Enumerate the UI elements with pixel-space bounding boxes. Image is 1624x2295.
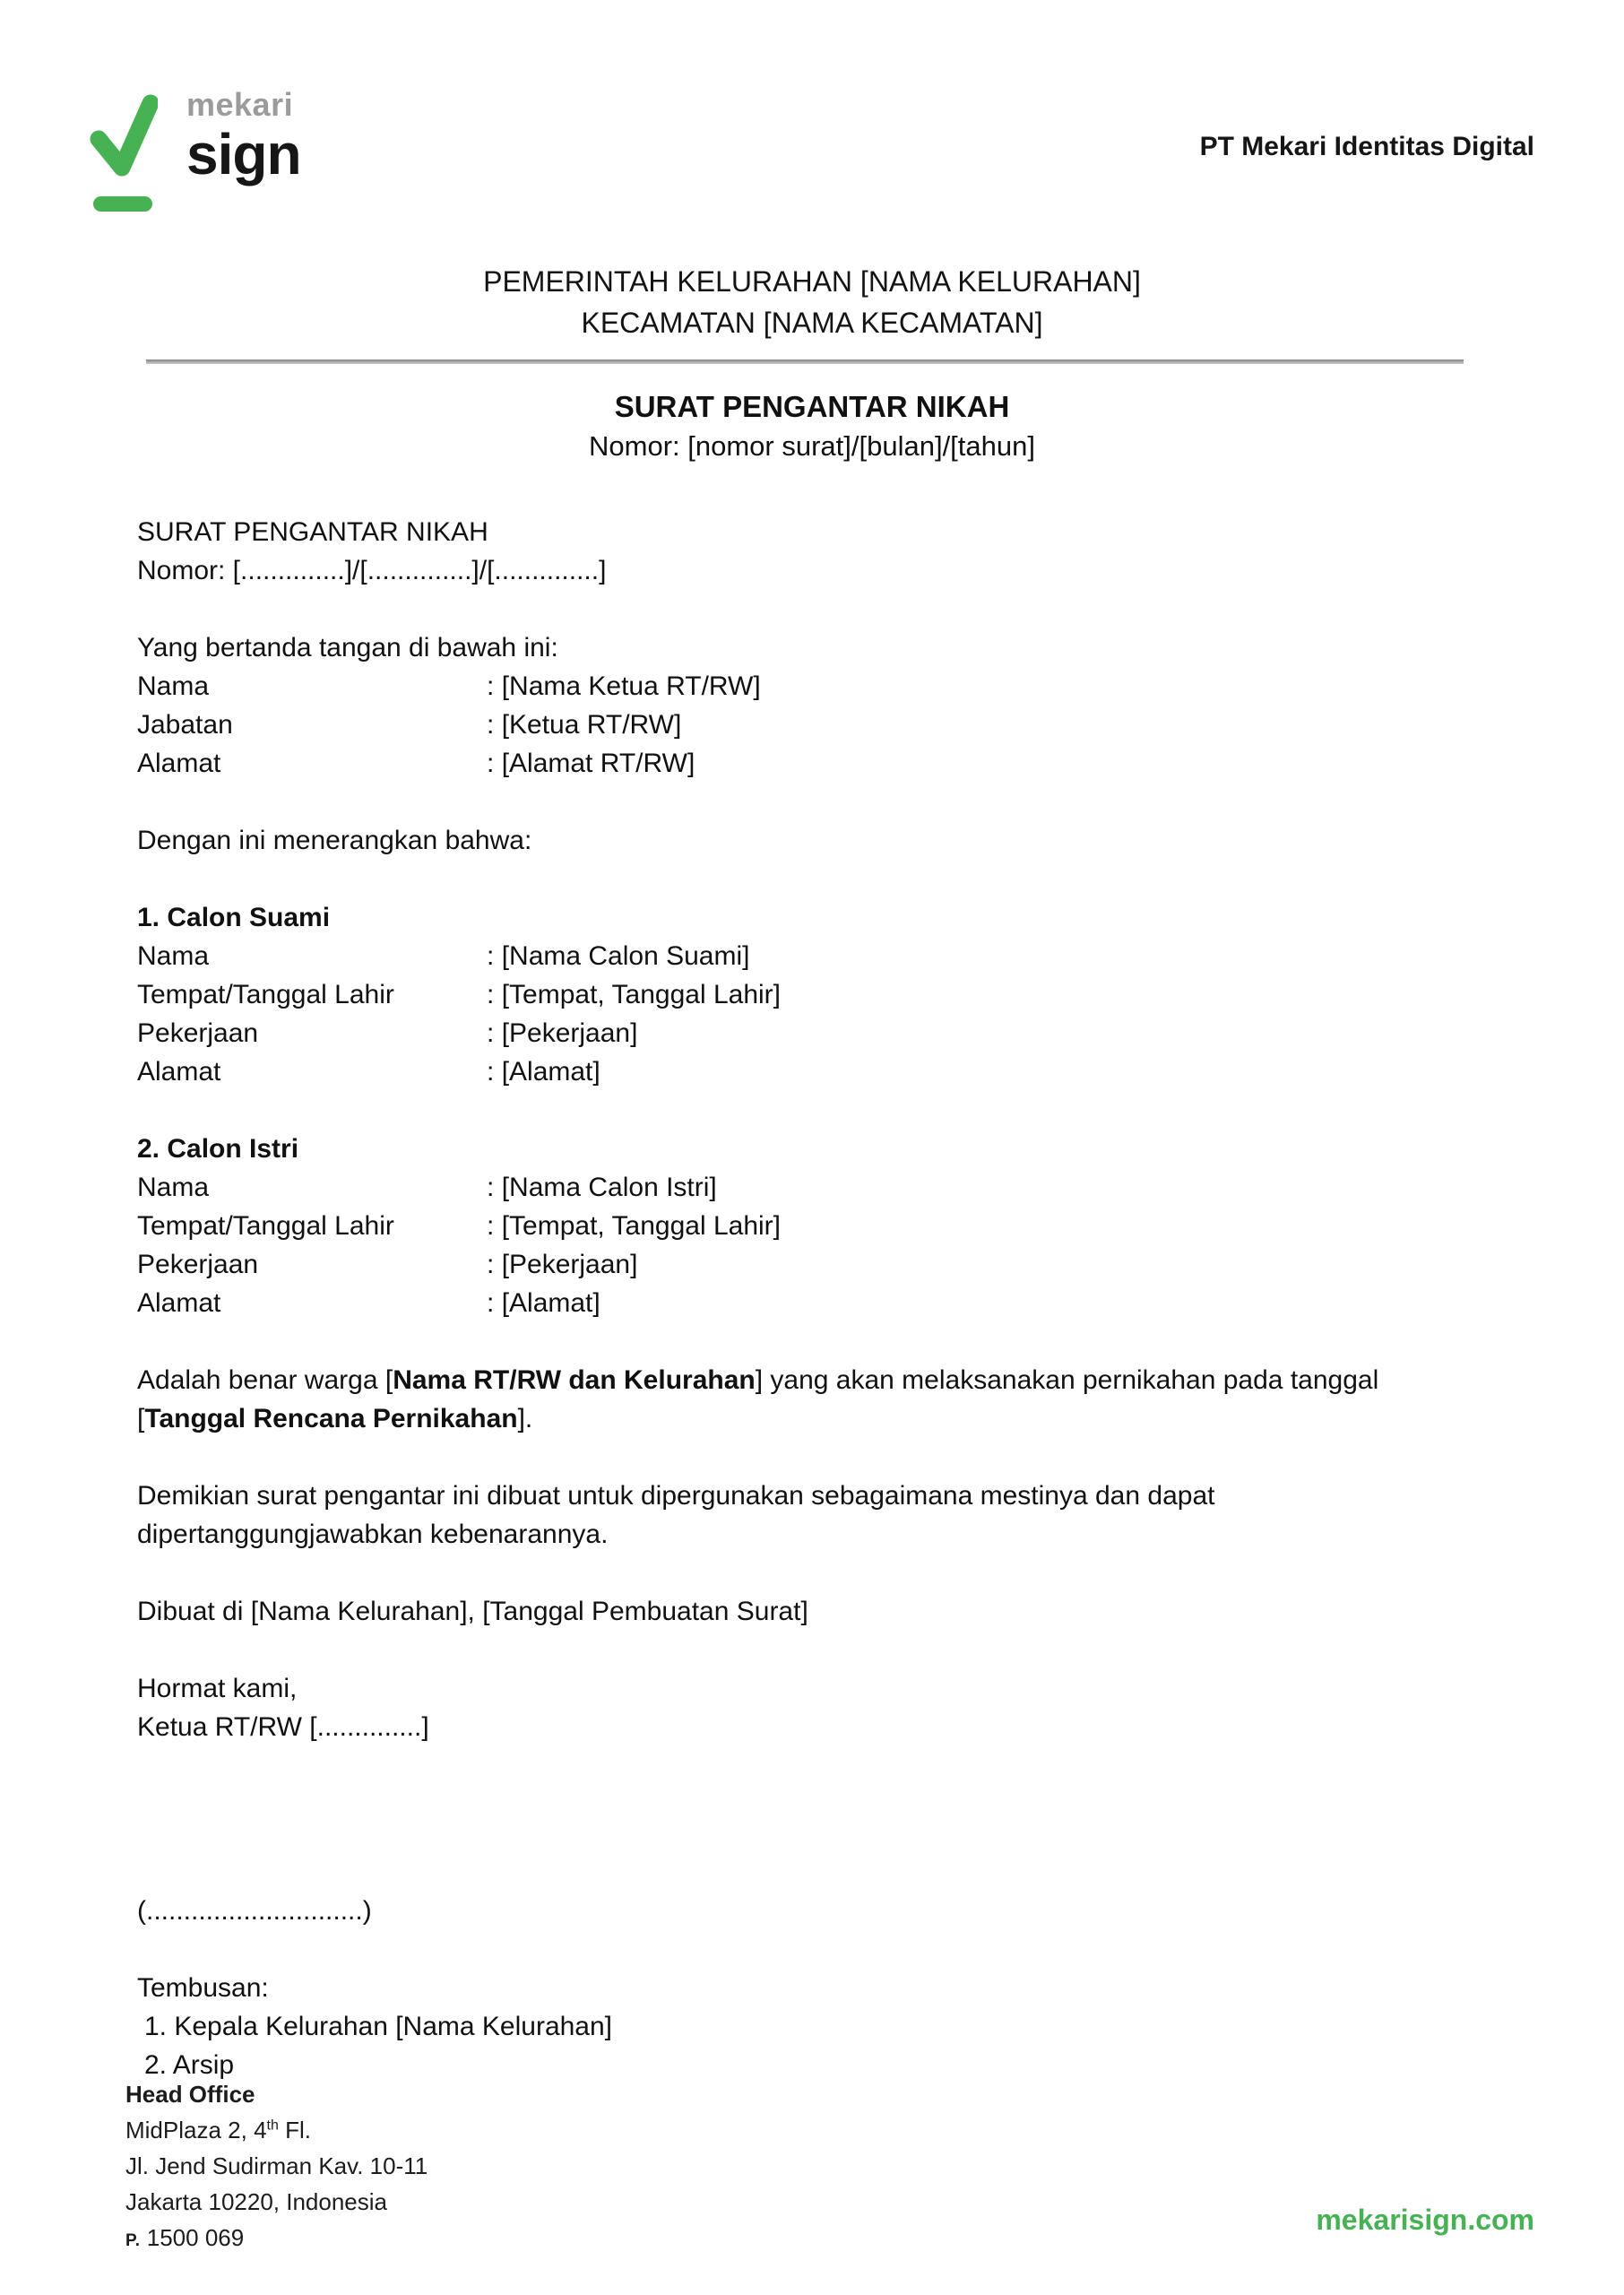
page-header bbox=[0, 0, 1624, 218]
colon: : bbox=[487, 710, 495, 740]
field-value: [Pekerjaan] bbox=[501, 1250, 638, 1279]
body-doc-heading: SURAT PENGANTAR NIKAH bbox=[137, 517, 488, 547]
residency-bold-placeholder: Tanggal Rencana Pernikahan bbox=[144, 1404, 518, 1433]
colon: : bbox=[487, 1057, 495, 1087]
field-value: [Ketua RT/RW] bbox=[501, 710, 682, 740]
regards-line: Hormat kami, bbox=[137, 1674, 298, 1703]
ordinal-suffix: th bbox=[266, 2117, 279, 2134]
phone-label: P. bbox=[125, 2231, 141, 2250]
footer-address-block bbox=[125, 2076, 428, 2259]
table-row bbox=[137, 667, 1490, 706]
table-row bbox=[137, 744, 1490, 783]
field-label: Nama bbox=[137, 671, 210, 701]
colon: : bbox=[487, 671, 495, 701]
field-label: Nama bbox=[137, 941, 210, 971]
letterhead-line1: PEMERINTAH KELURAHAN [NAMA KELURAHAN] bbox=[483, 265, 1141, 298]
letter-body bbox=[137, 513, 1490, 2084]
table-row bbox=[137, 706, 1490, 744]
field-label: Nama bbox=[137, 1173, 210, 1202]
colon: : bbox=[487, 1250, 495, 1279]
colon: : bbox=[487, 980, 495, 1009]
field-value: [Pekerjaan] bbox=[501, 1018, 638, 1048]
field-label: Pekerjaan bbox=[137, 1018, 259, 1048]
field-value: [Alamat] bbox=[501, 1288, 600, 1318]
document-number: Nomor: [nomor surat]/[bulan]/[tahun] bbox=[589, 430, 1035, 462]
residency-bold-placeholder: Nama RT/RW dan Kelurahan bbox=[393, 1365, 756, 1395]
field-label: Jabatan bbox=[137, 710, 233, 740]
field-value: [Nama Calon Suami] bbox=[501, 941, 750, 971]
field-label: Tempat/Tanggal Lahir bbox=[137, 980, 394, 1009]
field-value: [Nama Ketua RT/RW] bbox=[501, 671, 761, 701]
signature-space bbox=[137, 1746, 1490, 1892]
residency-paragraph bbox=[137, 1361, 1486, 1438]
letterhead bbox=[0, 261, 1624, 343]
statement-text: Dengan ini menerangkan bahwa: bbox=[137, 826, 532, 855]
field-label: Alamat bbox=[137, 1288, 221, 1318]
field-label: Pekerjaan bbox=[137, 1250, 259, 1279]
mekari-sign-logo bbox=[90, 76, 301, 218]
logo-text-mekari: mekari bbox=[186, 86, 294, 123]
company-name: PT Mekari Identitas Digital bbox=[1199, 132, 1534, 161]
bride-section-heading: 2. Calon Istri bbox=[137, 1134, 299, 1164]
issued-line: Dibuat di [Nama Kelurahan], [Tanggal Pembuatan Surat] bbox=[137, 1597, 808, 1626]
colon: : bbox=[487, 941, 495, 971]
logo-wordmark bbox=[186, 87, 301, 184]
table-row bbox=[137, 1207, 1490, 1245]
footer-address-line2: Jl. Jend Sudirman Kav. 10-11 bbox=[125, 2152, 428, 2179]
signature-name-placeholder: (.............................) bbox=[137, 1896, 372, 1926]
field-value: [Nama Calon Istri] bbox=[501, 1173, 717, 1202]
colon: : bbox=[487, 1288, 495, 1318]
body-doc-number: Nomor: [..............]/[..............]/[..............] bbox=[137, 556, 607, 585]
list-item: 1. Kepala Kelurahan [Nama Kelurahan] bbox=[144, 2012, 613, 2041]
letterhead-divider bbox=[146, 359, 1464, 364]
checkmark-logo-icon bbox=[90, 92, 158, 218]
intro-text: Yang bertanda tangan di bawah ini: bbox=[137, 633, 558, 663]
residency-text: ]. bbox=[517, 1404, 533, 1433]
table-row bbox=[137, 1014, 1490, 1052]
colon: : bbox=[487, 1018, 495, 1048]
list-item: 2. Arsip bbox=[144, 2050, 235, 2080]
colon: : bbox=[487, 1211, 495, 1241]
cc-heading: Tembusan: bbox=[137, 1973, 269, 2003]
document-title-block bbox=[0, 387, 1624, 466]
residency-text: Adalah benar warga [ bbox=[137, 1365, 393, 1395]
colon: : bbox=[487, 1173, 495, 1202]
field-value: [Alamat RT/RW] bbox=[501, 749, 695, 778]
groom-section-heading: 1. Calon Suami bbox=[137, 903, 331, 932]
field-value: [Alamat] bbox=[501, 1057, 600, 1087]
logo-text-sign: sign bbox=[186, 122, 301, 186]
signer-title-line: Ketua RT/RW [..............] bbox=[137, 1712, 429, 1742]
footer-address-line1 bbox=[125, 2112, 428, 2148]
closing-paragraph: Demikian surat pengantar ini dibuat untuk dipergunakan sebagaimana mestinya dan dapat dipertanggungjawabkan kebenarannya. bbox=[137, 1481, 1215, 1549]
address-text: MidPlaza 2, 4 bbox=[125, 2117, 267, 2143]
table-row bbox=[137, 1245, 1490, 1284]
table-row bbox=[137, 975, 1490, 1014]
field-label: Tempat/Tanggal Lahir bbox=[137, 1211, 394, 1241]
table-row bbox=[137, 937, 1490, 975]
address-text: Fl. bbox=[278, 2117, 311, 2143]
letterhead-line2: KECAMATAN [NAMA KECAMATAN] bbox=[581, 307, 1043, 339]
table-row bbox=[137, 1052, 1490, 1091]
field-label: Alamat bbox=[137, 1057, 221, 1087]
footer-address-line3: Jakarta 10220, Indonesia bbox=[125, 2188, 387, 2215]
document-title: SURAT PENGANTAR NIKAH bbox=[614, 390, 1010, 423]
colon: : bbox=[487, 749, 495, 778]
table-row bbox=[137, 1284, 1490, 1322]
field-value: [Tempat, Tanggal Lahir] bbox=[501, 980, 781, 1009]
footer-phone-line bbox=[125, 2220, 428, 2259]
table-row bbox=[137, 1168, 1490, 1207]
footer-office-label: Head Office bbox=[125, 2081, 255, 2108]
phone-number: 1500 069 bbox=[146, 2224, 245, 2251]
field-label: Alamat bbox=[137, 749, 221, 778]
residency-text: ] yang akan melaksanakan pernikahan pada tanggal [ bbox=[137, 1365, 1379, 1433]
website-link[interactable]: mekarisign.com bbox=[1316, 2204, 1534, 2236]
field-value: [Tempat, Tanggal Lahir] bbox=[501, 1211, 781, 1241]
